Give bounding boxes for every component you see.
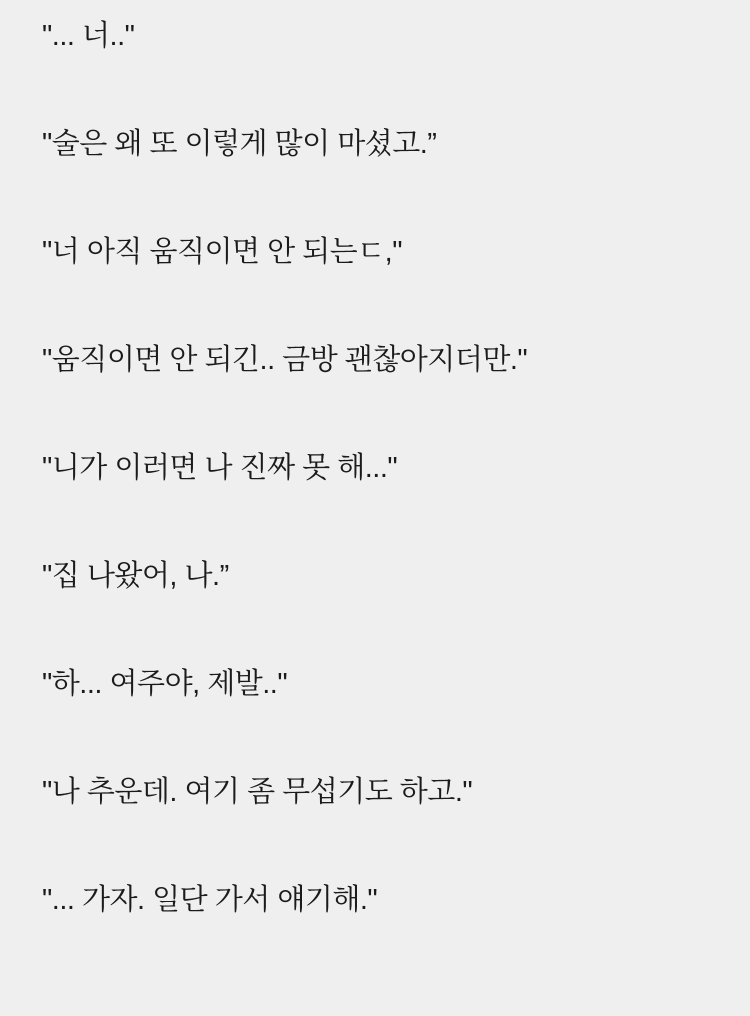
dialogue-line: "너 아직 움직이면 안 되는ㄷ," bbox=[42, 236, 403, 268]
dialogue-line: "니가 이러면 나 진짜 못 해..." bbox=[42, 452, 398, 484]
dialogue-line: "나 추운데. 여기 좀 무섭기도 하고." bbox=[42, 776, 473, 808]
dialogue-line: "... 가자. 일단 가서 얘기해." bbox=[42, 884, 378, 916]
dialogue-line: "하... 여주야, 제발.." bbox=[42, 668, 288, 700]
dialogue-line: "... 너.." bbox=[42, 20, 135, 52]
dialogue-line: "술은 왜 또 이렇게 많이 마셨고.” bbox=[42, 128, 437, 160]
dialogue-line: "집 나왔어, 나.” bbox=[42, 560, 229, 592]
dialogue-line: "움직이면 안 되긴.. 금방 괜찮아지더만." bbox=[42, 344, 528, 376]
